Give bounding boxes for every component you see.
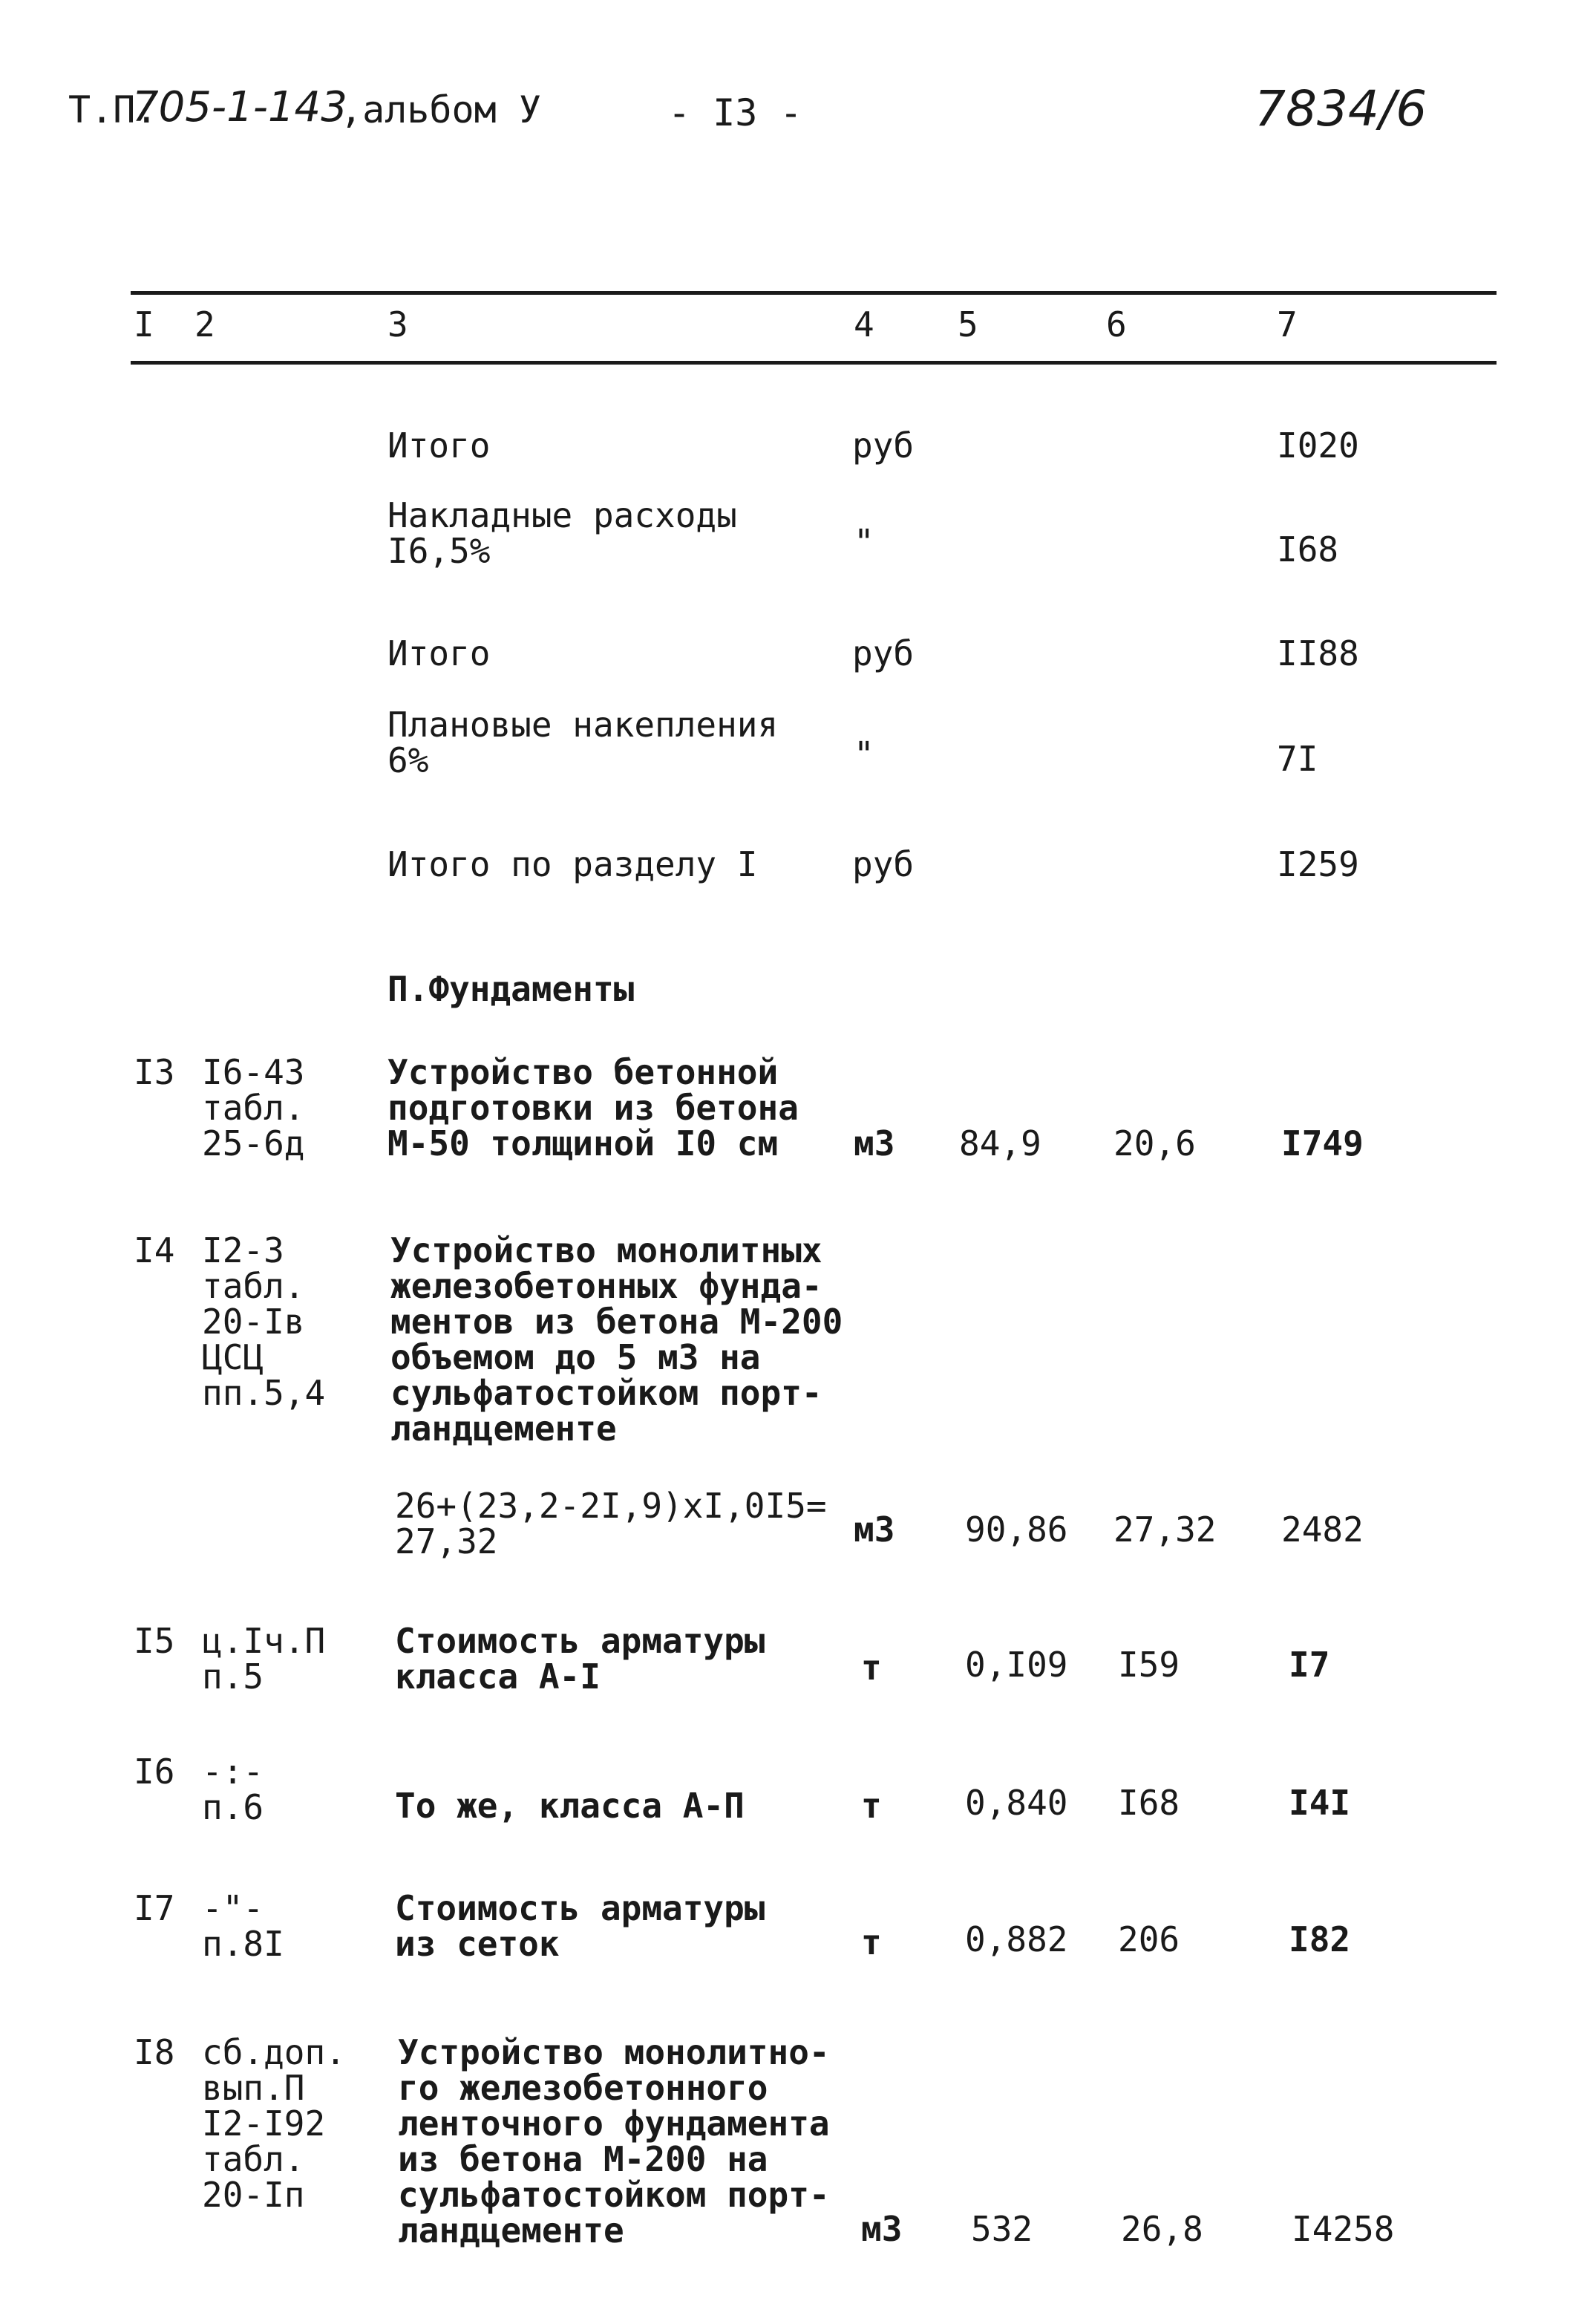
row-11-reference: -"- п.8I [202, 1888, 284, 1964]
col-header-3: 3 [387, 304, 408, 345]
row-3-description: Плановые накепления 6% [387, 705, 779, 780]
album-label: ,альбом У [340, 88, 541, 131]
page-number: - I3 - [668, 91, 802, 134]
row-6-item-number: I3 [134, 1052, 175, 1092]
row-10-item-number: I6 [134, 1752, 175, 1792]
table-top-rule [131, 291, 1497, 295]
row-9-reference: ц.Iч.П п.5 [202, 1621, 326, 1697]
row-8-unit-price: 27,32 [1113, 1509, 1217, 1550]
archive-number: 7834/6 [1255, 80, 1427, 137]
row-8-quantity: 90,86 [965, 1509, 1068, 1550]
row-0-unit: руб [852, 425, 915, 466]
row-12-quantity: 532 [971, 2209, 1033, 2249]
row-0-description: Итого [387, 425, 491, 466]
table-header-bottom-rule [131, 361, 1497, 365]
row-8-total: 2482 [1281, 1509, 1364, 1550]
row-9-item-number: I5 [134, 1621, 175, 1661]
row-11-unit-price: 206 [1118, 1919, 1180, 1959]
row-11-description: Стоимость арматуры из сеток [395, 1888, 765, 1964]
row-9-description: Стоимость арматуры класса А-I [395, 1621, 765, 1697]
row-0-total: I020 [1277, 425, 1359, 466]
row-6-unit: м3 [854, 1123, 895, 1163]
row-6-total: I749 [1281, 1123, 1364, 1163]
row-10-unit-price: I68 [1118, 1783, 1180, 1823]
row-12-total: I4258 [1292, 2209, 1395, 2249]
row-12-reference: сб.доп. вып.П I2-I92 табл. 20-Iп [202, 2032, 346, 2215]
row-4-unit: руб [852, 844, 915, 884]
row-6-quantity: 84,9 [959, 1123, 1041, 1163]
row-3-total: 7I [1277, 739, 1318, 779]
row-8-unit: м3 [854, 1509, 895, 1550]
col-header-6: 6 [1106, 304, 1127, 345]
row-7-description: Устройство монолитных железобетонных фунда- ментов из бетона М-200 объемом до 5 м3 на сульфатостойком порт- ландцементе [390, 1230, 843, 1449]
row-11-quantity: 0,882 [965, 1919, 1068, 1959]
row-11-item-number: I7 [134, 1888, 175, 1928]
section-heading: П.Фундаменты [387, 969, 635, 1009]
row-10-quantity: 0,840 [965, 1783, 1068, 1823]
col-header-2: 2 [194, 304, 215, 345]
row-9-unit: т [861, 1648, 882, 1688]
col-header-5: 5 [958, 304, 978, 345]
row-6-unit-price: 20,6 [1113, 1123, 1196, 1163]
row-10-reference: -:- п.6 [202, 1752, 264, 1827]
row-11-total: I82 [1289, 1919, 1351, 1959]
row-6-reference: I6-43 табл. 25-6д [202, 1052, 305, 1163]
row-2-unit: руб [852, 633, 915, 673]
row-3-unit: " [854, 734, 874, 774]
col-header-1: I [134, 304, 154, 345]
row-12-item-number: I8 [134, 2032, 175, 2072]
row-10-unit: т [861, 1786, 882, 1826]
row-9-total: I7 [1289, 1645, 1330, 1685]
row-4-total: I259 [1277, 844, 1359, 884]
row-12-description: Устройство монолитно- го железобетонного ленточного фундамента из бетона М-200 на сульфатостойком порт- ландцементе [398, 2032, 830, 2250]
row-1-total: I68 [1277, 529, 1339, 569]
row-9-unit-price: I59 [1118, 1645, 1180, 1685]
row-8-formula: 26+(23,2-2I,9)xI,0I5= 27,32 [395, 1486, 827, 1561]
col-header-4: 4 [854, 304, 874, 345]
row-4-description: Итого по разделу I [387, 844, 758, 884]
col-header-7: 7 [1277, 304, 1298, 345]
project-number: 705-1-143 [132, 83, 347, 131]
row-10-total: I4I [1289, 1783, 1351, 1823]
doc-prefix: Т.П. [68, 88, 158, 131]
row-1-description: Накладные расходы I6,5% [387, 495, 737, 571]
row-11-unit: т [861, 1922, 882, 1962]
row-1-unit: " [854, 522, 874, 562]
row-10-description: То же, класса А-П [395, 1786, 745, 1826]
row-12-unit-price: 26,8 [1121, 2209, 1203, 2249]
row-7-item-number: I4 [134, 1230, 175, 1270]
row-12-unit: м3 [861, 2209, 903, 2249]
row-6-description: Устройство бетонной подготовки из бетона М-50 толщиной I0 см [387, 1052, 799, 1163]
row-9-quantity: 0,I09 [965, 1645, 1068, 1685]
row-2-total: II88 [1277, 633, 1359, 673]
row-7-reference: I2-3 табл. 20-Iв ЦСЦ пп.5,4 [202, 1230, 326, 1413]
row-2-description: Итого [387, 633, 491, 673]
